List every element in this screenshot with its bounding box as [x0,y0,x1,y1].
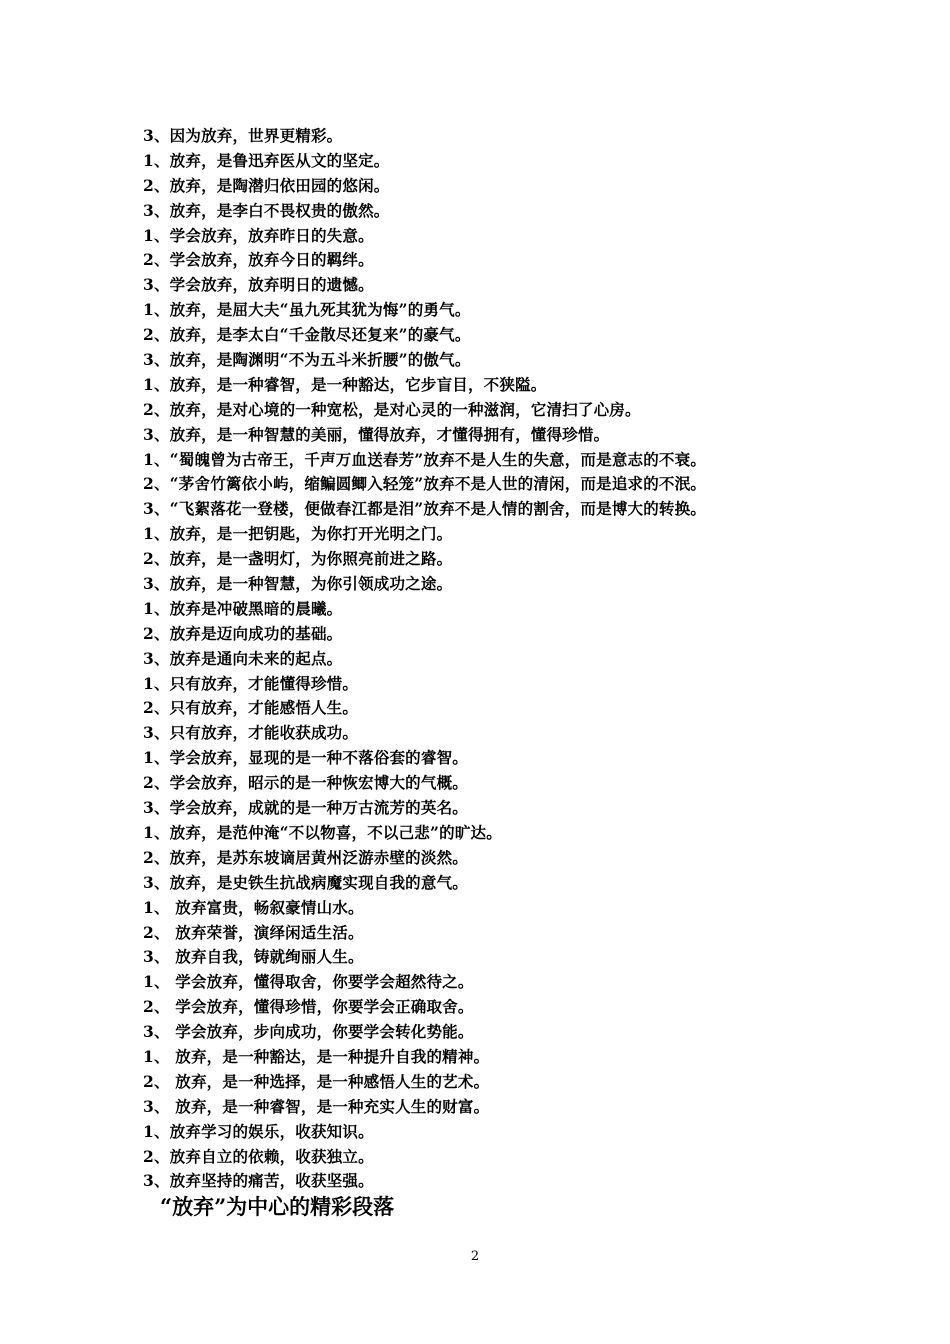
sentence-line: 1、 放弃，是一种豁达，是一种提升自我的精神。 [143,1046,490,1066]
sentence-line: 1、放弃是冲破黑暗的晨曦。 [143,598,343,618]
sentence-line: 1、放弃，是屈大夫“虽九死其犹为悔”的勇气。 [143,300,471,320]
sentence-line: 3、放弃，是一种智慧的美丽，懂得放弃，才懂得拥有，懂得珍惜。 [143,424,610,444]
sentence-line: 3、放弃，是李白不畏权贵的傲然。 [143,200,390,220]
sentence-line: 3、 放弃自我，铸就绚丽人生。 [143,947,364,967]
sentence-line: 2、只有放弃，才能感悟人生。 [143,698,359,718]
sentence-line: 3、 学会放弃，步向成功，你要学会转化势能。 [143,1022,474,1042]
section-heading: “放弃”为中心的精彩段落 [160,1194,395,1219]
sentence-line: 2、 放弃，是一种选择，是一种感悟人生的艺术。 [143,1071,490,1091]
sentence-line: 1、 学会放弃，懂得取舍，你要学会超然待之。 [143,972,474,992]
sentence-line: 1、学会放弃，显现的是一种不落俗套的睿智。 [143,748,468,768]
sentence-line: 2、放弃，是苏东坡谪居黄州泛游赤壁的淡然。 [143,847,468,867]
sentence-line: 2、学会放弃，放弃今日的羁绊。 [143,250,374,270]
sentence-line: 3、学会放弃，成就的是一种万古流芳的英名。 [143,798,468,818]
sentence-line: 3、只有放弃，才能收获成功。 [143,723,359,743]
sentence-line: 2、“茅舍竹篱依小屿，缩鳊圆鲫入轻笼”放弃不是人世的清闲，而是追求的不泯。 [143,474,707,494]
sentence-line: 1、学会放弃，放弃昨日的失意。 [143,225,374,245]
sentence-line: 1、放弃，是一种睿智，是一种豁达，它步盲目，不狭隘。 [143,374,547,394]
sentence-line: 2、放弃，是对心境的一种宽松，是对心灵的一种滋润，它清扫了心房。 [143,399,641,419]
sentence-line: 1、 放弃富贵，畅叙豪情山水。 [143,897,364,917]
sentence-line: 3、放弃，是一种智慧，为你引领成功之途。 [143,574,453,594]
page-number: 2 [470,1249,480,1264]
sentence-line: 1、“蜀魄曾为古帝王，千声万血送春芳”放弃不是人生的失意，而是意志的不衰。 [143,449,707,469]
sentence-line: 1、只有放弃，才能懂得珍惜。 [143,673,359,693]
sentence-line: 3、放弃坚持的痛苦，收获坚强。 [143,1171,374,1191]
sentence-line: 2、放弃，是李太白“千金散尽还复来”的豪气。 [143,325,471,345]
sentence-line: 1、放弃，是鲁迅弃医从文的坚定。 [143,150,390,170]
sentence-line: 3、放弃是通向未来的起点。 [143,648,343,668]
sentence-line: 2、放弃，是一盏明灯，为你照亮前进之路。 [143,549,453,569]
sentence-line: 1、放弃，是一把钥匙，为你打开光明之门。 [143,524,453,544]
sentence-line: 2、 放弃荣誉，演绎闲适生活。 [143,922,364,942]
sentence-line: 3、因为放弃，世界更精彩。 [143,126,343,145]
sentence-line: 2、 学会放弃，懂得珍惜，你要学会正确取舍。 [143,997,474,1017]
sentence-line: 2、放弃，是陶潜归依田园的悠闲。 [143,175,390,195]
sentence-line: 2、学会放弃，昭示的是一种恢宏博大的气概。 [143,773,468,793]
sentence-list [143,124,923,1194]
sentence-line: 3、放弃，是陶渊明“不为五斗米折腰”的傲气。 [143,350,471,370]
sentence-line: 3、“飞絮落花一登楼，便做春江都是泪”放弃不是人情的割舍，而是博大的转换。 [143,499,707,519]
sentence-line: 3、 放弃，是一种睿智，是一种充实人生的财富。 [143,1096,490,1116]
sentence-line: 1、放弃，是范仲淹“不以物喜，不以己悲”的旷达。 [143,822,502,842]
sentence-line: 3、学会放弃，放弃明日的遗憾。 [143,275,374,295]
sentence-line: 3、放弃，是史铁生抗战病魔实现自我的意气。 [143,872,468,892]
sentence-line: 2、放弃自立的依赖，收获独立。 [143,1146,374,1166]
sentence-line: 2、放弃是迈向成功的基础。 [143,623,343,643]
sentence-line: 1、放弃学习的娱乐，收获知识。 [143,1121,374,1141]
